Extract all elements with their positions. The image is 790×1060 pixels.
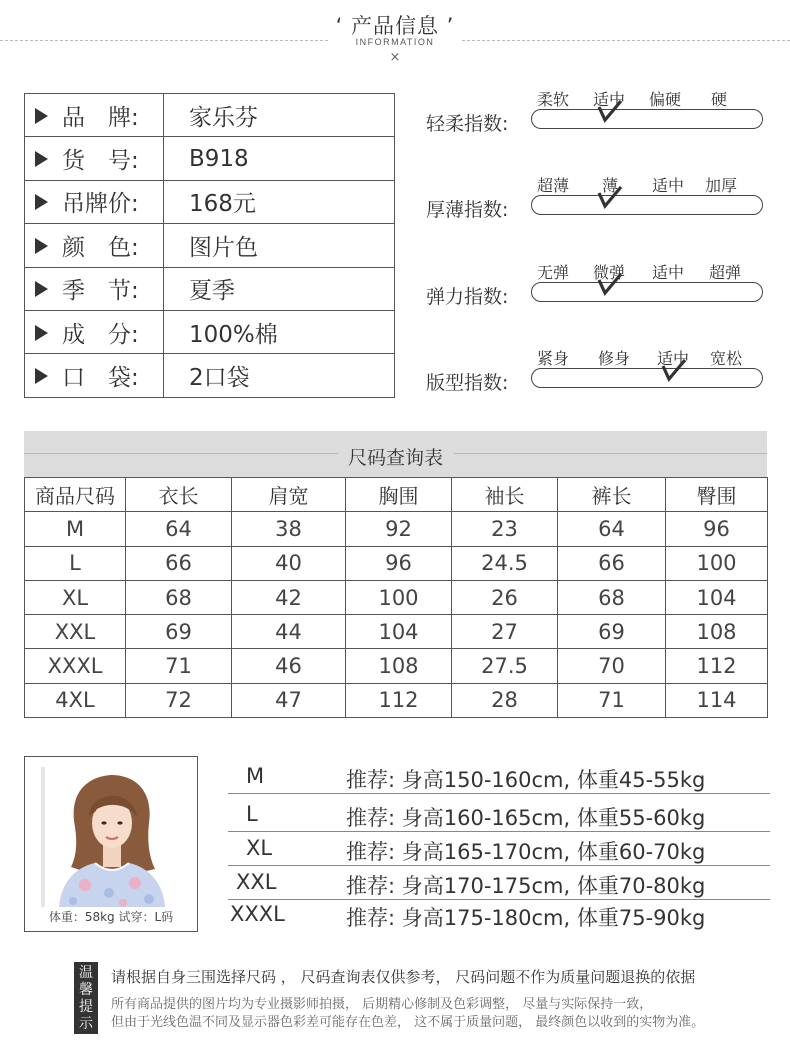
index-option: 柔软 — [537, 90, 570, 109]
table-row — [25, 512, 768, 546]
index-name: 版型指数: — [426, 372, 509, 394]
checkmark-icon — [596, 184, 624, 212]
recommendation-row — [228, 760, 770, 794]
index-option: 修身 — [598, 349, 631, 368]
recommendation-row — [228, 832, 770, 866]
table-cell: 96 — [346, 546, 452, 580]
table-cell: 112 — [666, 649, 768, 683]
table-cell: 66 — [558, 546, 666, 580]
elasticity-index — [426, 260, 771, 320]
size-table-header-band — [24, 431, 767, 477]
column-header: 袖长 — [452, 478, 558, 512]
table-cell: 92 — [346, 512, 452, 546]
product-info-table — [24, 93, 395, 398]
recommendation-size: XXXL — [230, 902, 285, 926]
triangle-bullet-icon — [35, 281, 48, 297]
index-option: 微弹 — [593, 263, 626, 282]
size-table-title: 尺码查询表 — [347, 447, 443, 469]
info-row — [25, 267, 395, 310]
table-cell: 38 — [232, 512, 346, 546]
table-cell: 100 — [666, 546, 768, 580]
triangle-bullet-icon — [35, 368, 48, 384]
table-cell: 72 — [126, 683, 232, 717]
table-cell: 64 — [126, 512, 232, 546]
index-bar — [531, 368, 763, 388]
index-option: 薄 — [602, 176, 619, 195]
index-option: 偏硬 — [649, 90, 682, 109]
info-label: 颜 色: — [62, 234, 139, 261]
info-row — [25, 180, 395, 223]
checkmark-icon — [660, 357, 688, 385]
index-option: 硬 — [711, 90, 728, 109]
info-value: 2口袋 — [164, 354, 395, 397]
index-name: 厚薄指数: — [426, 199, 509, 221]
info-value: B918 — [164, 137, 395, 180]
size-cell: L — [25, 546, 126, 580]
size-cell: M — [25, 512, 126, 546]
index-bar — [531, 282, 763, 302]
recommendation-size: M — [246, 764, 265, 788]
info-row — [25, 94, 395, 137]
model-illustration — [25, 757, 198, 907]
info-value: 100%棉 — [164, 310, 395, 353]
recommendation-text: 推荐: 身高175-180cm, 体重75-90kg — [346, 906, 706, 930]
column-header: 臀围 — [666, 478, 768, 512]
tips-line: 所有商品提供的图片均为专业摄影师拍摄， 后期精心修制及色彩调整， 尽量与实际保持一致， — [111, 997, 653, 1012]
tips-line: 请根据自身三围选择尺码 ， 尺码查询表仅供参考， 尺码问题不作为质量问题退换的依据 — [111, 968, 696, 986]
checkmark-icon — [596, 98, 624, 126]
table-cell: 27 — [452, 615, 558, 649]
table-cell: 69 — [126, 615, 232, 649]
info-row — [25, 137, 395, 180]
column-header: 胸围 — [346, 478, 452, 512]
table-cell: 23 — [452, 512, 558, 546]
cross-mark-icon: × — [389, 50, 401, 65]
index-option: 超弹 — [709, 263, 742, 282]
column-header: 衣长 — [126, 478, 232, 512]
table-cell: 96 — [666, 512, 768, 546]
table-row — [25, 580, 768, 614]
table-cell: 108 — [346, 649, 452, 683]
tips-badge: 温馨提示 — [74, 962, 98, 1034]
index-option: 适中 — [652, 263, 685, 282]
info-label: 口 袋: — [62, 365, 139, 392]
recommendation-text: 推荐: 身高160-165cm, 体重55-60kg — [346, 806, 706, 830]
table-cell: 66 — [126, 546, 232, 580]
index-option: 适中 — [657, 349, 690, 368]
recommendation-text: 推荐: 身高170-175cm, 体重70-80kg — [346, 874, 706, 898]
thickness-index — [426, 173, 771, 233]
column-header: 裤长 — [558, 478, 666, 512]
info-label: 吊牌价: — [62, 191, 139, 218]
table-cell: 27.5 — [452, 649, 558, 683]
info-label: 品 牌: — [62, 104, 139, 131]
table-cell: 71 — [126, 649, 232, 683]
info-label: 季 节: — [62, 278, 139, 305]
table-cell: 68 — [126, 580, 232, 614]
table-cell: 68 — [558, 580, 666, 614]
index-option: 适中 — [652, 176, 685, 195]
table-cell: 104 — [666, 580, 768, 614]
table-cell: 26 — [452, 580, 558, 614]
info-row — [25, 354, 395, 397]
recommendation-size: XL — [246, 836, 273, 860]
softness-index — [426, 87, 771, 147]
column-header: 商品尺码 — [25, 478, 126, 512]
index-option: 加厚 — [705, 176, 738, 195]
table-cell: 46 — [232, 649, 346, 683]
info-row — [25, 310, 395, 353]
info-label: 货 号: — [62, 148, 139, 175]
index-option: 适中 — [593, 90, 626, 109]
model-caption: 体重：58kg 试穿：L码 — [48, 910, 174, 924]
section-subtitle: INFORMATION — [355, 37, 435, 47]
table-row — [25, 546, 768, 580]
table-row — [25, 615, 768, 649]
table-row — [25, 649, 768, 683]
table-cell: 114 — [666, 683, 768, 717]
table-cell: 64 — [558, 512, 666, 546]
table-cell: 70 — [558, 649, 666, 683]
triangle-bullet-icon — [35, 108, 48, 124]
table-cell: 28 — [452, 683, 558, 717]
table-cell: 104 — [346, 615, 452, 649]
recommendation-size: XXL — [236, 870, 277, 894]
size-table-header-row — [25, 478, 768, 512]
size-cell: 4XL — [25, 683, 126, 717]
header-rule-right — [462, 40, 790, 41]
info-row — [25, 224, 395, 267]
section-title: ‘ 产品信息 ’ — [335, 14, 455, 38]
info-value: 图片色 — [164, 224, 395, 267]
table-cell: 40 — [232, 546, 346, 580]
fit-index — [426, 346, 771, 406]
table-cell: 100 — [346, 580, 452, 614]
info-label: 成 分: — [62, 321, 139, 348]
info-value: 夏季 — [164, 267, 395, 310]
index-bar — [531, 195, 763, 215]
index-name: 轻柔指数: — [426, 113, 509, 135]
table-cell: 42 — [232, 580, 346, 614]
recommendation-row — [228, 898, 770, 932]
recommendation-text: 推荐: 身高150-160cm, 体重45-55kg — [346, 768, 706, 792]
model-photo — [24, 756, 198, 932]
size-table — [24, 477, 768, 718]
table-cell: 69 — [558, 615, 666, 649]
triangle-bullet-icon — [35, 194, 48, 210]
size-cell: XXXL — [25, 649, 126, 683]
info-value: 168元 — [164, 180, 395, 223]
checkmark-icon — [596, 271, 624, 299]
column-header: 肩宽 — [232, 478, 346, 512]
index-option: 无弹 — [537, 263, 570, 282]
tips-line: 但由于光线色温不同及显示器色彩差可能存在色差， 这不属于质量问题， 最终颜色以收到的实物为准。 — [111, 1015, 705, 1030]
table-cell: 44 — [232, 615, 346, 649]
table-cell: 112 — [346, 683, 452, 717]
info-value: 家乐芬 — [164, 94, 395, 137]
row-divider — [228, 793, 770, 794]
index-option: 超薄 — [537, 176, 570, 195]
triangle-bullet-icon — [35, 238, 48, 254]
header-rule-left — [0, 40, 328, 41]
table-cell: 108 — [666, 615, 768, 649]
table-row — [25, 683, 768, 717]
size-cell: XXL — [25, 615, 126, 649]
table-cell: 47 — [232, 683, 346, 717]
recommendation-text: 推荐: 身高165-170cm, 体重60-70kg — [346, 840, 706, 864]
recommendation-row — [228, 866, 770, 900]
table-cell: 24.5 — [452, 546, 558, 580]
index-option: 紧身 — [537, 349, 570, 368]
index-option: 宽松 — [710, 349, 743, 368]
index-bar — [531, 109, 763, 129]
table-cell: 71 — [558, 683, 666, 717]
size-cell: XL — [25, 580, 126, 614]
triangle-bullet-icon — [35, 325, 48, 341]
recommendation-size: L — [246, 802, 258, 826]
recommendation-row — [228, 798, 770, 832]
index-name: 弹力指数: — [426, 286, 509, 308]
triangle-bullet-icon — [35, 151, 48, 167]
